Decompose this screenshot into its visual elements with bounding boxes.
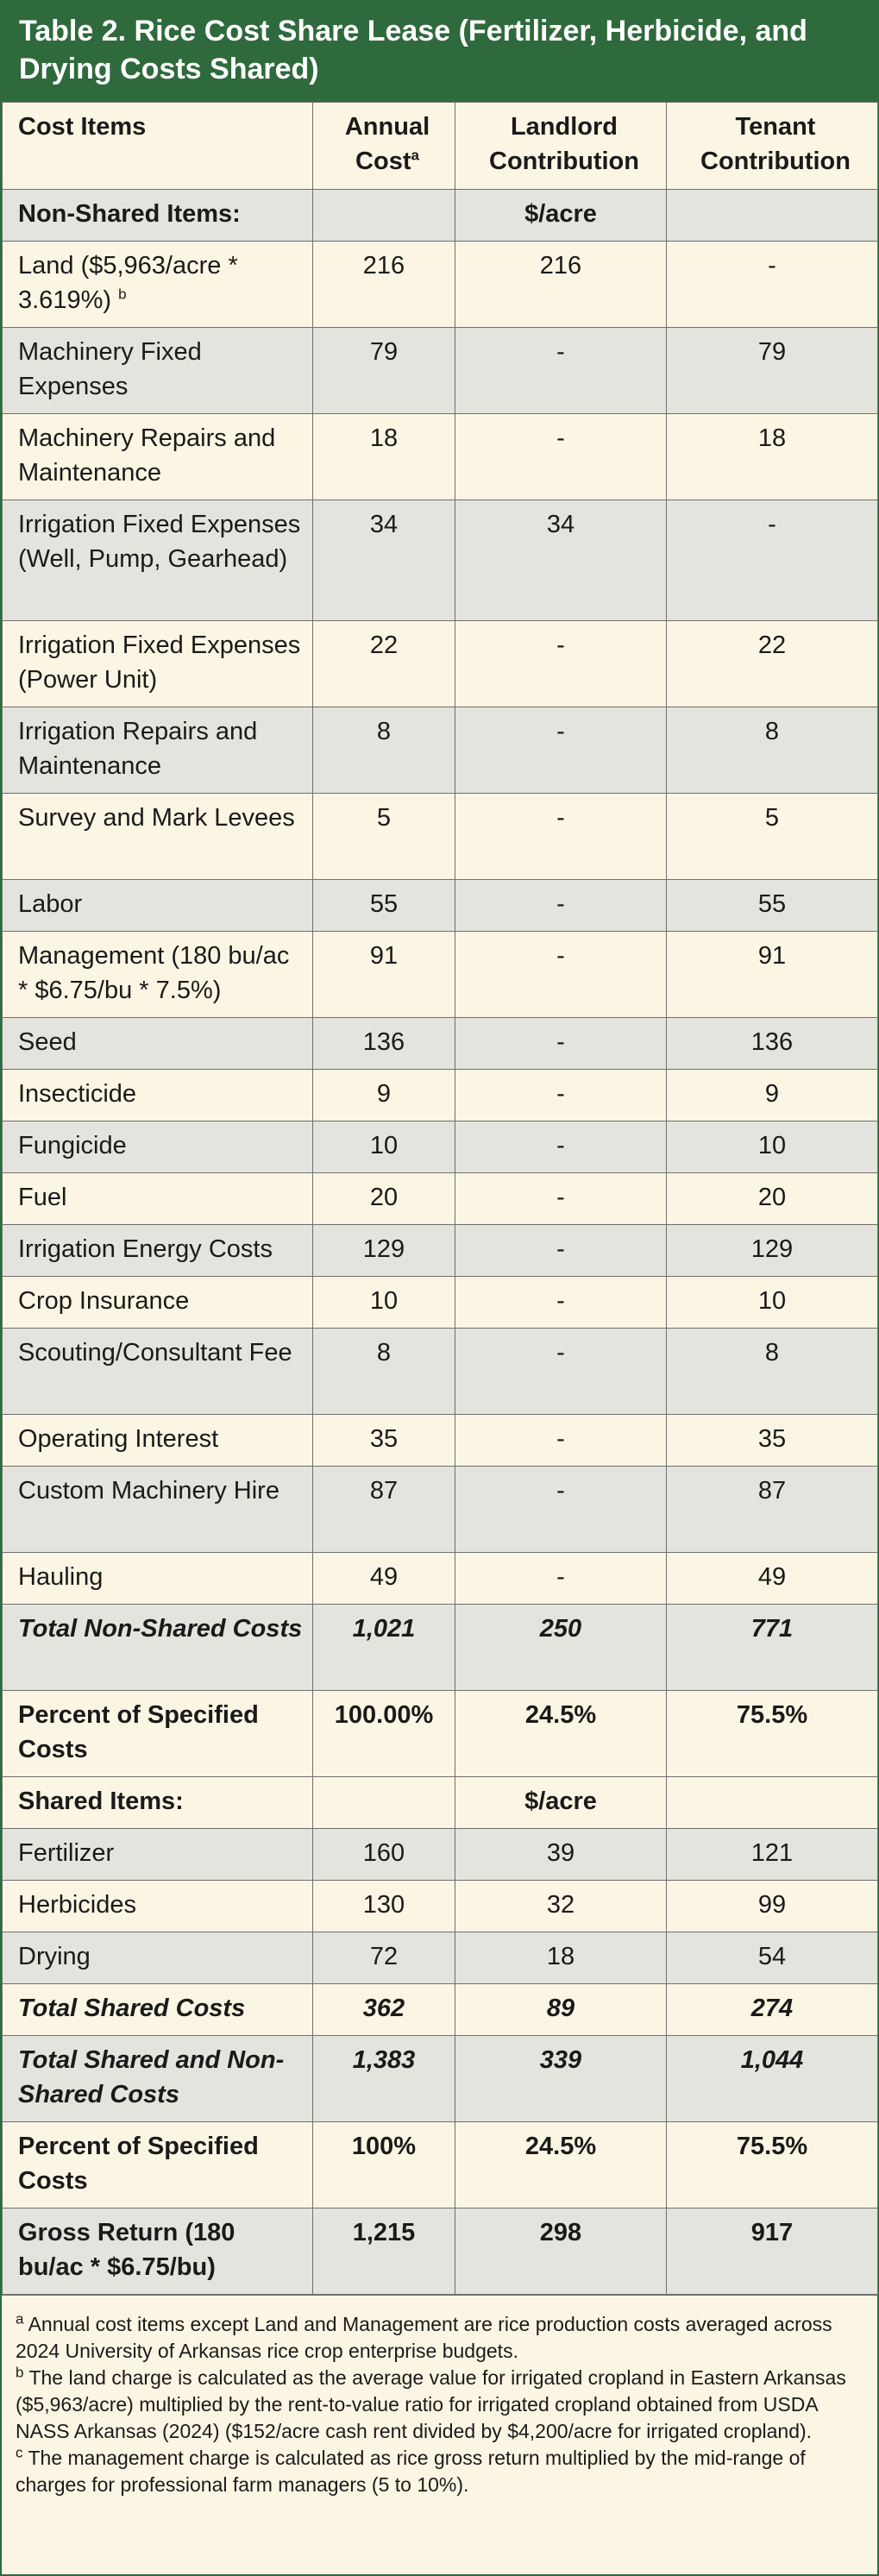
annual-cost-cell: 8 [313,1329,455,1415]
landlord-cell: - [455,1277,667,1329]
section-label: Shared Items: [3,1777,313,1829]
cost-item-cell: Herbicides [3,1881,313,1932]
tenant-cell: 79 [667,328,878,414]
annual-cost-cell: 100.00% [313,1691,455,1777]
tenant-cell: 75.5% [667,1691,878,1777]
tenant-cell: - [667,242,878,328]
table-row [3,1018,878,1070]
landlord-cell: - [455,932,667,1018]
tenant-cell: 87 [667,1467,878,1553]
landlord-cell: - [455,707,667,794]
annual-cost-cell: 130 [313,1881,455,1932]
tenant-cell: 121 [667,1829,878,1881]
cost-item-cell: Management (180 bu/ac * $6.75/bu * 7.5%) [3,932,313,1018]
cost-share-table [2,102,878,2295]
footnote-a: $^a$ Annual cost items except Land and Management are rice production costs averaged across 2024 University of Arkansas rice crop enterprise budgets. [16,2310,832,2362]
tenant-cell: 1,044 [667,2036,878,2122]
table-row [3,1173,878,1225]
annual-cost-cell: 72 [313,1932,455,1984]
cost-item-cell: Irrigation Repairs and Maintenance [3,707,313,794]
percent-row [3,1691,878,1777]
cost-item-cell: Fungicide [3,1122,313,1173]
cost-item-cell: Operating Interest [3,1415,313,1467]
cost-item-cell: Seed [3,1018,313,1070]
cost-item-cell: Labor [3,880,313,932]
annual-cost-cell: 1,215 [313,2208,455,2295]
landlord-cell: - [455,1122,667,1173]
annual-cost-cell: 129 [313,1225,455,1277]
tenant-cell: 10 [667,1277,878,1329]
annual-cost-cell: 22 [313,621,455,707]
landlord-cell: - [455,880,667,932]
tenant-cell: 54 [667,1932,878,1984]
tenant-cell: 49 [667,1553,878,1605]
cost-item-cell: Gross Return (180 bu/ac * $6.75/bu) [3,2208,313,2295]
cost-item-cell: Fuel [3,1173,313,1225]
cost-item-cell: Machinery Fixed Expenses [3,328,313,414]
cost-item-cell: Total Non-Shared Costs [3,1605,313,1691]
footnotes [2,2295,877,2498]
table-title: Table 2. Rice Cost Share Lease (Fertilizer, Herbicide, and Drying Costs Shared) [2,2,877,102]
landlord-cell: - [455,1173,667,1225]
cost-item-cell: Fertilizer [3,1829,313,1881]
table-row [3,414,878,500]
landlord-cell: 216 [455,242,667,328]
section-row-non-shared [3,190,878,242]
table-row [3,328,878,414]
table-row [3,707,878,794]
tenant-cell: 5 [667,794,878,880]
landlord-cell: - [455,1070,667,1122]
tenant-cell: 917 [667,2208,878,2295]
table-row [3,500,878,621]
table-row [3,1122,878,1173]
annual-cost-cell: 87 [313,1467,455,1553]
landlord-cell: - [455,1329,667,1415]
table-row [3,1932,878,1984]
header-cost-items: Cost Items [3,103,313,190]
tenant-cell: 91 [667,932,878,1018]
annual-cost-cell: 1,021 [313,1605,455,1691]
landlord-cell: - [455,1415,667,1467]
footnote-b: $^b$ The land charge is calculated as the average value for irrigated cropland in Eastern Arkansas ($5,963/acre) multiplied by the rent-to-value ratio for irrigated cropland obtained from USDA NASS Arkansas (2024) ($152/acre cash rent divided by $4,200/acre for irrigated cropland). [16,2364,846,2442]
cost-item-cell: Scouting/Consultant Fee [3,1329,313,1415]
table-row [3,242,878,328]
cost-item-cell: Drying [3,1932,313,1984]
landlord-cell: - [455,414,667,500]
empty-cell [667,1777,878,1829]
table-row [3,1881,878,1932]
landlord-cell: 250 [455,1605,667,1691]
table-row [3,1329,878,1415]
annual-cost-cell: 1,383 [313,2036,455,2122]
tenant-cell: 35 [667,1415,878,1467]
header-landlord: Landlord Contribution [455,103,667,190]
tenant-cell: 9 [667,1070,878,1122]
tenant-cell: 129 [667,1225,878,1277]
landlord-cell: 24.5% [455,1691,667,1777]
annual-cost-cell: 100% [313,2122,455,2208]
table-row [3,932,878,1018]
tenant-cell: 20 [667,1173,878,1225]
tenant-cell: 136 [667,1018,878,1070]
annual-cost-cell: 20 [313,1173,455,1225]
landlord-cell: - [455,794,667,880]
total-non-shared-row [3,1605,878,1691]
section-label: Non-Shared Items: [3,190,313,242]
annual-cost-cell: 49 [313,1553,455,1605]
table-row [3,1070,878,1122]
tenant-cell: 8 [667,1329,878,1415]
tenant-cell: 10 [667,1122,878,1173]
landlord-cell: - [455,621,667,707]
annual-cost-cell: 160 [313,1829,455,1881]
table-row [3,1829,878,1881]
tenant-cell: 274 [667,1984,878,2036]
annual-cost-cell: 79 [313,328,455,414]
cost-item-cell: Irrigation Energy Costs [3,1225,313,1277]
section-unit: $/acre [455,190,667,242]
annual-cost-cell: 10 [313,1277,455,1329]
cost-item-cell: Total Shared Costs [3,1984,313,2036]
annual-cost-cell: 10 [313,1122,455,1173]
annual-cost-cell: 136 [313,1018,455,1070]
table-row [3,1225,878,1277]
annual-cost-cell: 362 [313,1984,455,2036]
total-all-row [3,2036,878,2122]
cost-item-cell: Survey and Mark Levees [3,794,313,880]
landlord-cell: 24.5% [455,2122,667,2208]
landlord-cell: - [455,1225,667,1277]
percent-row [3,2122,878,2208]
landlord-cell: 339 [455,2036,667,2122]
header-row [3,103,878,190]
annual-cost-cell: 18 [313,414,455,500]
table-row [3,1277,878,1329]
cost-item-cell: Machinery Repairs and Maintenance [3,414,313,500]
footnote-marker: b [118,286,127,303]
header-annual-cost: Annual Cost$^a$ [313,103,455,190]
landlord-cell: 89 [455,1984,667,2036]
tenant-cell: - [667,500,878,621]
tenant-cell: 55 [667,880,878,932]
tenant-cell: 99 [667,1881,878,1932]
cost-item-cell: Hauling [3,1553,313,1605]
landlord-cell: 298 [455,2208,667,2295]
landlord-cell: - [455,1467,667,1553]
annual-cost-cell: 35 [313,1415,455,1467]
cost-item-cell: Irrigation Fixed Expenses (Well, Pump, Gearhead) [3,500,313,621]
footnote-marker: a [411,147,419,164]
tenant-cell: 8 [667,707,878,794]
landlord-cell: 39 [455,1829,667,1881]
section-unit: $/acre [455,1777,667,1829]
landlord-cell: 32 [455,1881,667,1932]
table-row [3,1415,878,1467]
empty-cell [313,1777,455,1829]
tenant-cell: 22 [667,621,878,707]
table-row [3,621,878,707]
tenant-cell: 75.5% [667,2122,878,2208]
table-row [3,1553,878,1605]
annual-cost-cell: 5 [313,794,455,880]
footnote-c: $^c$ The management charge is calculated as rice gross return multiplied by the mid-range of charges for professional farm managers (5 to 10%). [16,2444,806,2496]
tenant-cell: 18 [667,414,878,500]
cost-item-cell: Land ($5,963/acre * 3.619%) $^b$ [3,242,313,328]
header-tenant: Tenant Contribution [667,103,878,190]
cost-item-cell: Custom Machinery Hire [3,1467,313,1553]
cost-item-cell: Insecticide [3,1070,313,1122]
table-row [3,880,878,932]
annual-cost-cell: 34 [313,500,455,621]
table-row [3,1467,878,1553]
landlord-cell: - [455,328,667,414]
landlord-cell: 18 [455,1932,667,1984]
total-shared-row [3,1984,878,2036]
section-row-shared [3,1777,878,1829]
landlord-cell: - [455,1553,667,1605]
table-row [3,794,878,880]
cost-item-cell: Percent of Specified Costs [3,1691,313,1777]
landlord-cell: 34 [455,500,667,621]
cost-item-cell: Percent of Specified Costs [3,2122,313,2208]
cost-item-cell: Total Shared and Non-Shared Costs [3,2036,313,2122]
annual-cost-cell: 91 [313,932,455,1018]
annual-cost-cell: 8 [313,707,455,794]
tenant-cell: 771 [667,1605,878,1691]
annual-cost-cell: 9 [313,1070,455,1122]
cost-item-cell: Crop Insurance [3,1277,313,1329]
annual-cost-cell: 55 [313,880,455,932]
annual-cost-cell: 216 [313,242,455,328]
cost-item-cell: Irrigation Fixed Expenses (Power Unit) [3,621,313,707]
gross-return-row [3,2208,878,2295]
landlord-cell: - [455,1018,667,1070]
